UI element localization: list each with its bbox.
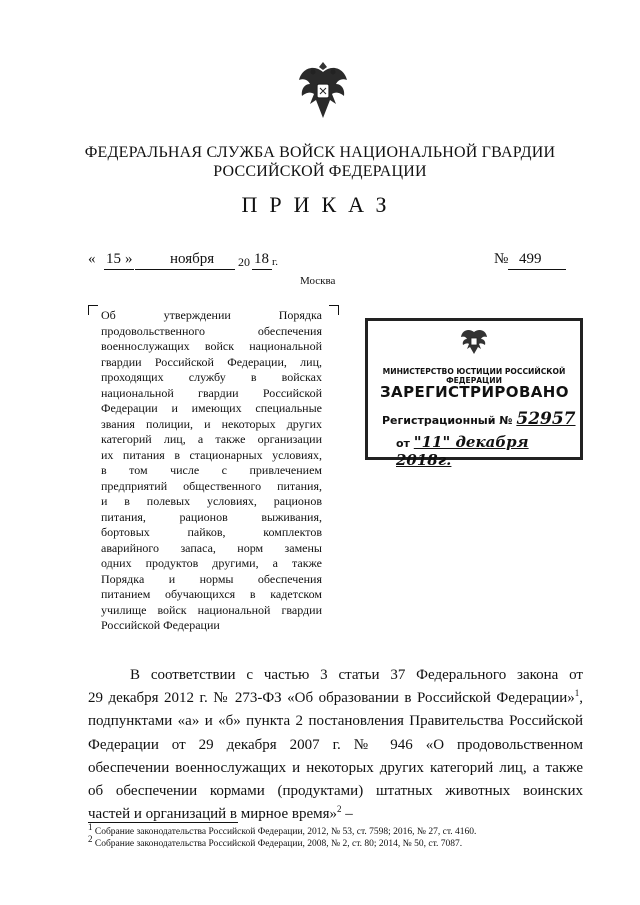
subject-line: проходящих службу в войсках — [101, 370, 322, 384]
city: Москва — [300, 275, 336, 287]
order-subject — [101, 308, 322, 634]
body-line: Федерации от 29 декабря 2007 г. № 946 «О продовольственном — [88, 736, 583, 753]
agency-name-line-1: ФЕДЕРАЛЬНАЯ СЛУЖБА ВОЙСК НАЦИОНАЛЬНОЙ ГВАРДИИ — [84, 144, 556, 161]
body-line: 29 декабря 2012 г. № 273-ФЗ «Об образовании в Российской Федерации»$^1$, — [88, 688, 583, 707]
subject-line: Об утверждении Порядка — [101, 308, 322, 322]
subject-line: звания полиции, и некоторых других — [101, 416, 322, 431]
order-number: 499 — [519, 251, 542, 267]
stamp-date-label: от — [396, 437, 410, 450]
body-line: подпунктами «а» и «б» пункта 2 постановления Правительства Российской — [88, 713, 583, 730]
stamp-ministry: МИНИСТЕРСТВО ЮСТИЦИИ РОССИЙСКОЙ ФЕДЕРАЦИИ — [382, 367, 566, 385]
subject-line: продовольственного обеспечения — [101, 323, 322, 338]
subject-line: их питания в стационарных условиях, — [101, 447, 322, 462]
stamp-registration-number — [382, 409, 576, 429]
subject-line: одних продуктов другими, а также — [101, 556, 322, 570]
date-year-prefix: 20 — [238, 255, 250, 269]
footnote-2: $^2$ Собрание законодательства Российской Федерации, 2008, № 2, ст. 80; 2014, № 50, ст. 7087. — [88, 833, 463, 849]
date-open-quote: « — [88, 251, 96, 267]
footnote-ref-1: 1 — [574, 688, 580, 699]
subject-line: в том числе с привлечением — [101, 463, 322, 477]
stamp-registered: ЗАРЕГИСТРИРОВАНО — [380, 383, 569, 401]
subject-line: училище войск национальной гвардии — [101, 602, 322, 617]
stamp-date-value: "11" декабря 2018г. — [396, 433, 529, 469]
stamp-reg-number: 52957 — [516, 409, 576, 429]
date-close-quote: » — [125, 251, 133, 267]
subject-line: гвардии Российской Федерации, лиц, — [101, 354, 322, 369]
subject-line: Федерации и имеющих специальные — [101, 401, 322, 415]
subject-line: питания, рационов выживания, — [101, 509, 322, 524]
footnote-divider — [88, 822, 238, 823]
subject-bracket-left — [88, 305, 98, 315]
subject-line: военнослужащих войск национальной — [101, 339, 322, 353]
footnote-1: $^1$ Собрание законодательства Российской Федерации, 2012, № 53, ст. 7598; 2016, № 27, ст. 4160. — [88, 821, 477, 837]
preamble-paragraph — [88, 664, 583, 826]
date-year-abbr: г. — [272, 256, 279, 268]
body-line: обеспечении военнослужащих и некоторых других категорий лиц, а также — [88, 759, 583, 776]
day-underline — [104, 269, 134, 270]
document-type-title: ПРИКАЗ — [241, 192, 399, 217]
date-month: ноября — [170, 251, 215, 267]
subject-line: Российской Федерации — [101, 618, 220, 632]
coat-of-arms-emblem — [296, 60, 350, 122]
agency-name-line-2: РОССИЙСКОЙ ФЕДЕРАЦИИ — [213, 163, 427, 180]
subject-line: и в полевых условиях, рационов — [101, 494, 322, 508]
date-day: 15 — [106, 251, 121, 267]
subject-line: аварийного запаса, норм замены — [101, 540, 322, 555]
subject-bracket-right — [329, 305, 339, 315]
footnotes — [88, 821, 477, 850]
year-underline — [252, 269, 272, 270]
month-underline — [135, 269, 235, 270]
date-year-suffix: 18 — [254, 251, 269, 267]
body-line: частей и организаций в мирное время»$^2$ – — [88, 804, 353, 823]
subject-line: Порядка и нормы обеспечения — [101, 571, 322, 586]
stamp-date — [396, 433, 580, 469]
stamp-emblem-icon — [459, 327, 489, 355]
body-line: В соответствии с частью 3 статьи 37 Федерального закона от — [130, 667, 583, 683]
subject-line: предприятий общественного питания, — [101, 478, 322, 493]
subject-line: питанием обучающихся в кадетском — [101, 587, 322, 601]
number-underline — [508, 269, 566, 270]
order-number-label: № — [494, 251, 509, 267]
subject-line: бортовых пайков, комплектов — [101, 525, 322, 539]
body-line: об обеспечении кормами (продуктами) штатных животных воинских — [88, 783, 583, 800]
subject-line: категорий лиц, а также организации — [101, 432, 322, 446]
subject-line: национальной гвардии Российской — [101, 385, 322, 400]
stamp-reg-label: Регистрационный № — [382, 414, 513, 427]
registration-stamp — [365, 318, 583, 469]
footnote-ref-2: 2 — [337, 804, 342, 815]
